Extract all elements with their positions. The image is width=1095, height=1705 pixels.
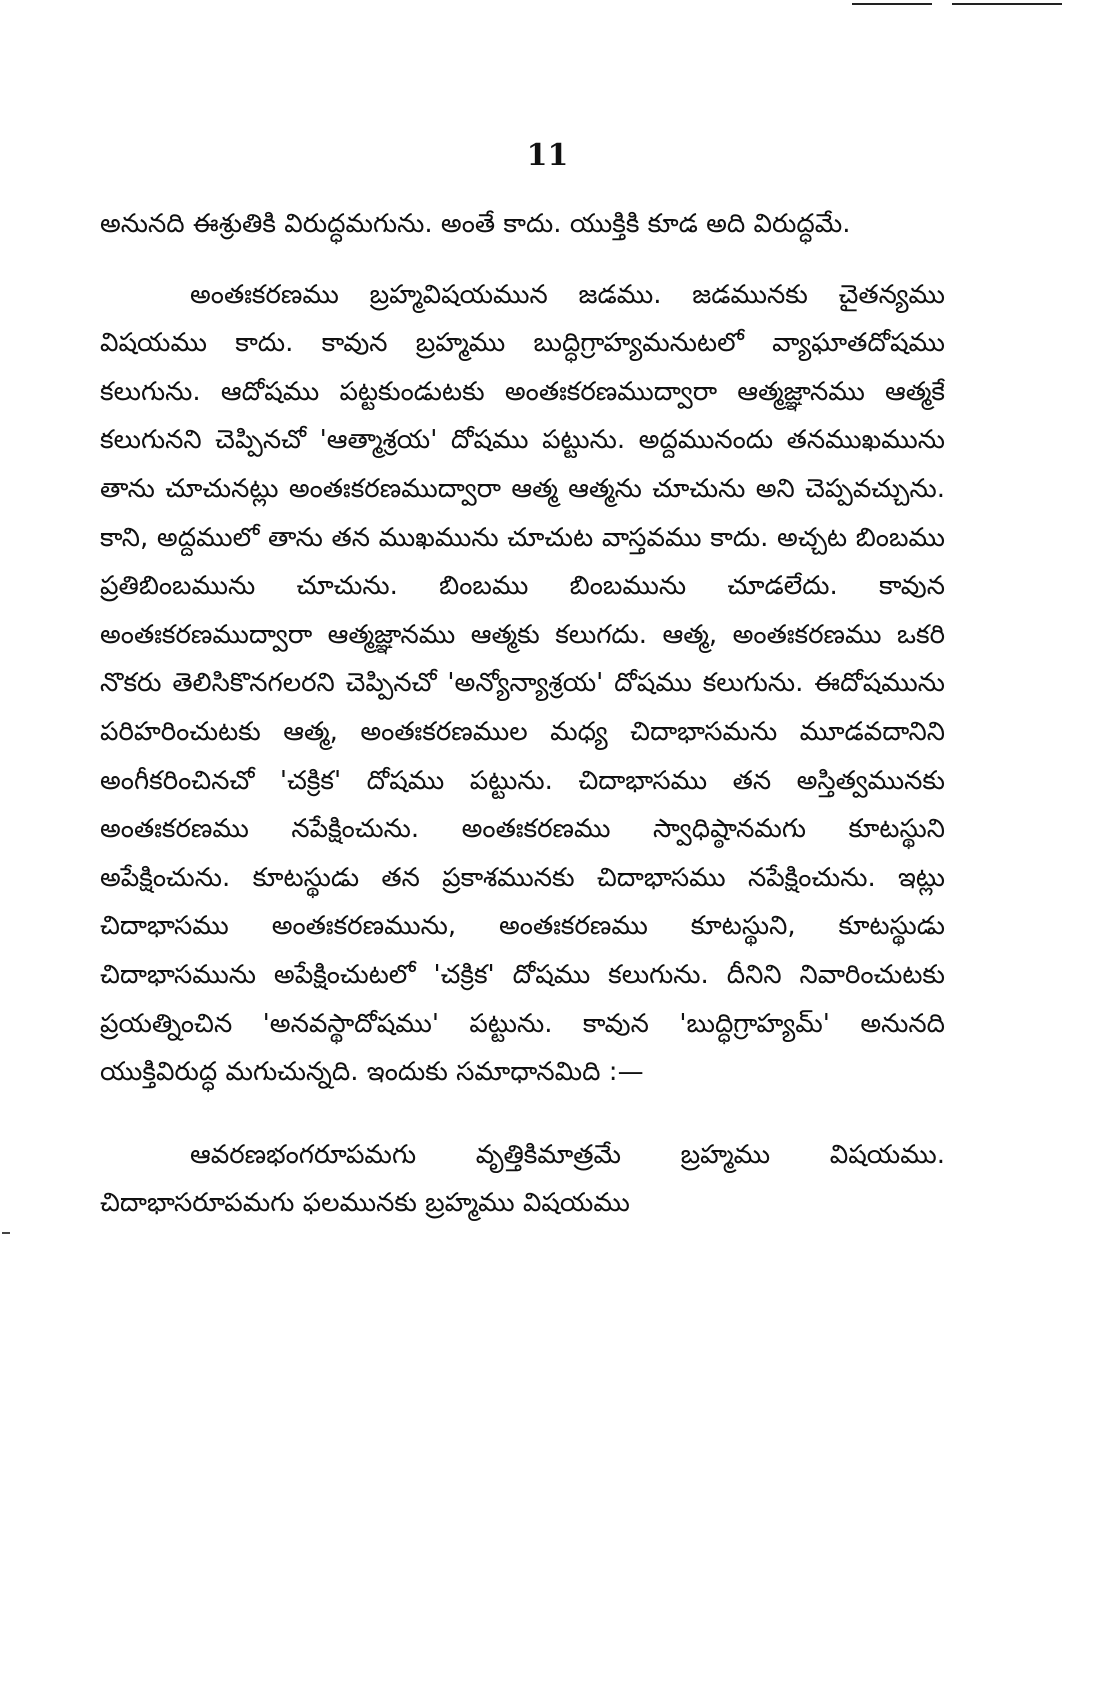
top-rule-left xyxy=(852,3,932,5)
margin-mark xyxy=(2,1232,10,1234)
body-text xyxy=(100,200,945,1228)
paragraph: అనునది ఈశ్రుతికి విరుద్ధమగును. అంతే కాదు. యుక్తికి కూడ అది విరుద్ధమే. xyxy=(100,209,851,239)
top-rule-right xyxy=(952,3,1062,5)
paragraph: అంతఃకరణము బ్రహ్మవిషయమున జడము. జడమునకు చైతన్యము విషయము కాదు. కావున బ్రహ్మము బుద్ధిగ్రాహ్యమనుటలో వ్యాఘాతదోషము కలుగును. ఆదోషము పట్టకుండుటకు అంతఃకరణముద్వారా ఆత్మజ్ఞానము ఆత్మకే కలుగునని చెప్పినచో 'ఆత్మాశ్రయ' దోషము పట్టును. అద్దమునందు తనముఖమును తాను చూచునట్లు అంతఃకరణముద్వారా ఆత్మ ఆత్మను చూచును అని చెప్పవచ్చును. కాని, అద్దములో తాను తన ముఖమును చూచుట వాస్తవము కాదు. అచ్చట బింబము ప్రతిబింబమును చూచును. బింబము బింబమును చూడలేదు. కావున అంతఃకరణముద్వారా ఆత్మజ్ఞానము ఆత్మకు కలుగదు. ఆత్మ, అంతఃకరణము ఒకరి నొకరు తెలిసికొనగలరని చెప్పినచో 'అన్యోన్యాశ్రయ' దోషము కలుగును. ఈదోషమును పరిహరించుటకు ఆత్మ, అంతఃకరణముల మధ్య చిదాభాసమను మూడవదానిని అంగీకరించినచో 'చక్రిక' దోషము పట్టును. చిదాభాసము తన అస్తిత్వమునకు అంతఃకరణము నపేక్షించును. అంతఃకరణము స్వాధిష్ఠానమగు కూటస్థుని అపేక్షించును. కూటస్థుడు తన ప్రకాశమునకు చిదాభాసము నపేక్షించును. ఇట్లు చిదాభాసము అంతఃకరణమును, అంతఃకరణము కూటస్థుని, కూటస్థుడు చిదాభాసమును అపేక్షించుటలో 'చక్రిక' దోషము కలుగును. దీనిని నివారించుటకు ప్రయత్నించిన 'అనవస్థాదోషము' పట్టును. కావున 'బుద్ధిగ్రాహ్యమ్' అనునది యుక్తివిరుద్ధ మగుచున్నది. ఇందుకు సమాధానమిది :— xyxy=(100,279,945,1088)
page-number: 11 xyxy=(526,138,569,173)
paragraph: ఆవరణభంగరూపమగు వృత్తికిమాత్రమే బ్రహ్మము విషయము. చిదాభాసరూపమగు ఫలమునకు బ్రహ్మము విషయము xyxy=(100,1139,945,1219)
